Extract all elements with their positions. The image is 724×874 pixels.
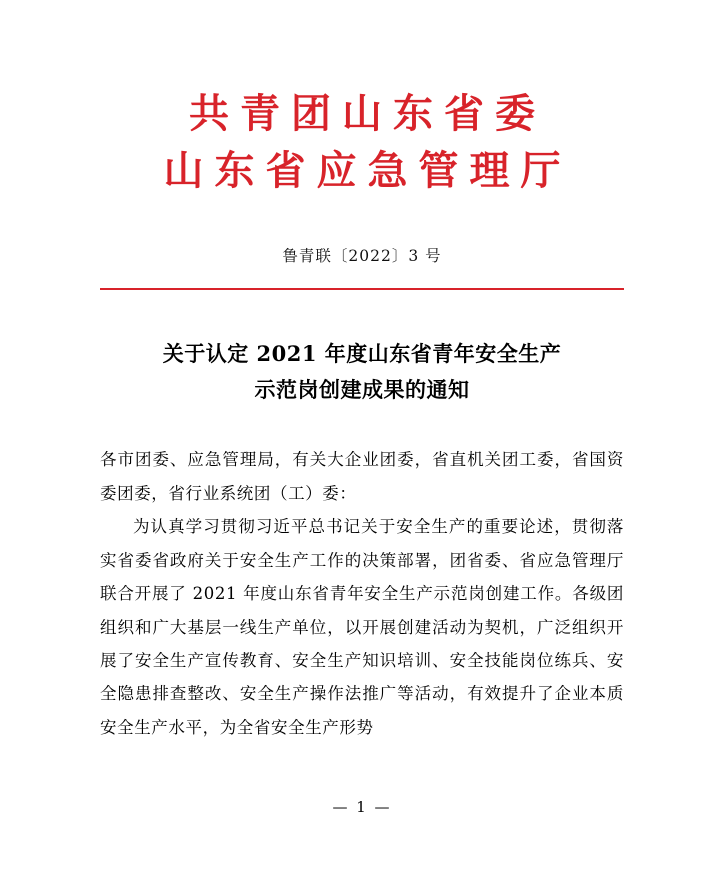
paragraph-body-1: 为认真学习贯彻习近平总书记关于安全生产的重要论述，贯彻落实省委省政府关于安全生产工作的决策部署，团省委、省应急管理厅联合开展了 2021 年度山东省青年安全生产示范岗创建工作。各级团组织和广大基层一线生产单位，以开展创建活动为契机，广泛组织开展了安全生产宣传教育、安全生产知识培训、安全技能岗位练兵、安全隐患排查整改、安全生产操作法推广等活动，有效提升了企业本质安全生产水平，为全省安全生产形势 bbox=[100, 517, 624, 737]
red-divider-rule bbox=[100, 288, 624, 290]
document-number: 鲁青联〔2022〕3 号 bbox=[282, 246, 442, 265]
masthead-line-2: 山东省应急管理厅 bbox=[163, 146, 572, 194]
page-number: — 1 — bbox=[332, 798, 392, 816]
masthead-line-1: 共青团山东省委 bbox=[189, 90, 546, 137]
paragraph-salutation: 各市团委、应急管理局，有关大企业团委，省直机关团工委，省国资委团委，省行业系统团（工）委： bbox=[100, 450, 624, 503]
document-title bbox=[100, 336, 624, 410]
document-body bbox=[100, 443, 624, 744]
title-line-1: 关于认定 2021 年度山东省青年安全生产 bbox=[162, 340, 562, 366]
masthead bbox=[100, 0, 624, 200]
title-line-2: 示范岗创建成果的通知 bbox=[254, 377, 470, 403]
